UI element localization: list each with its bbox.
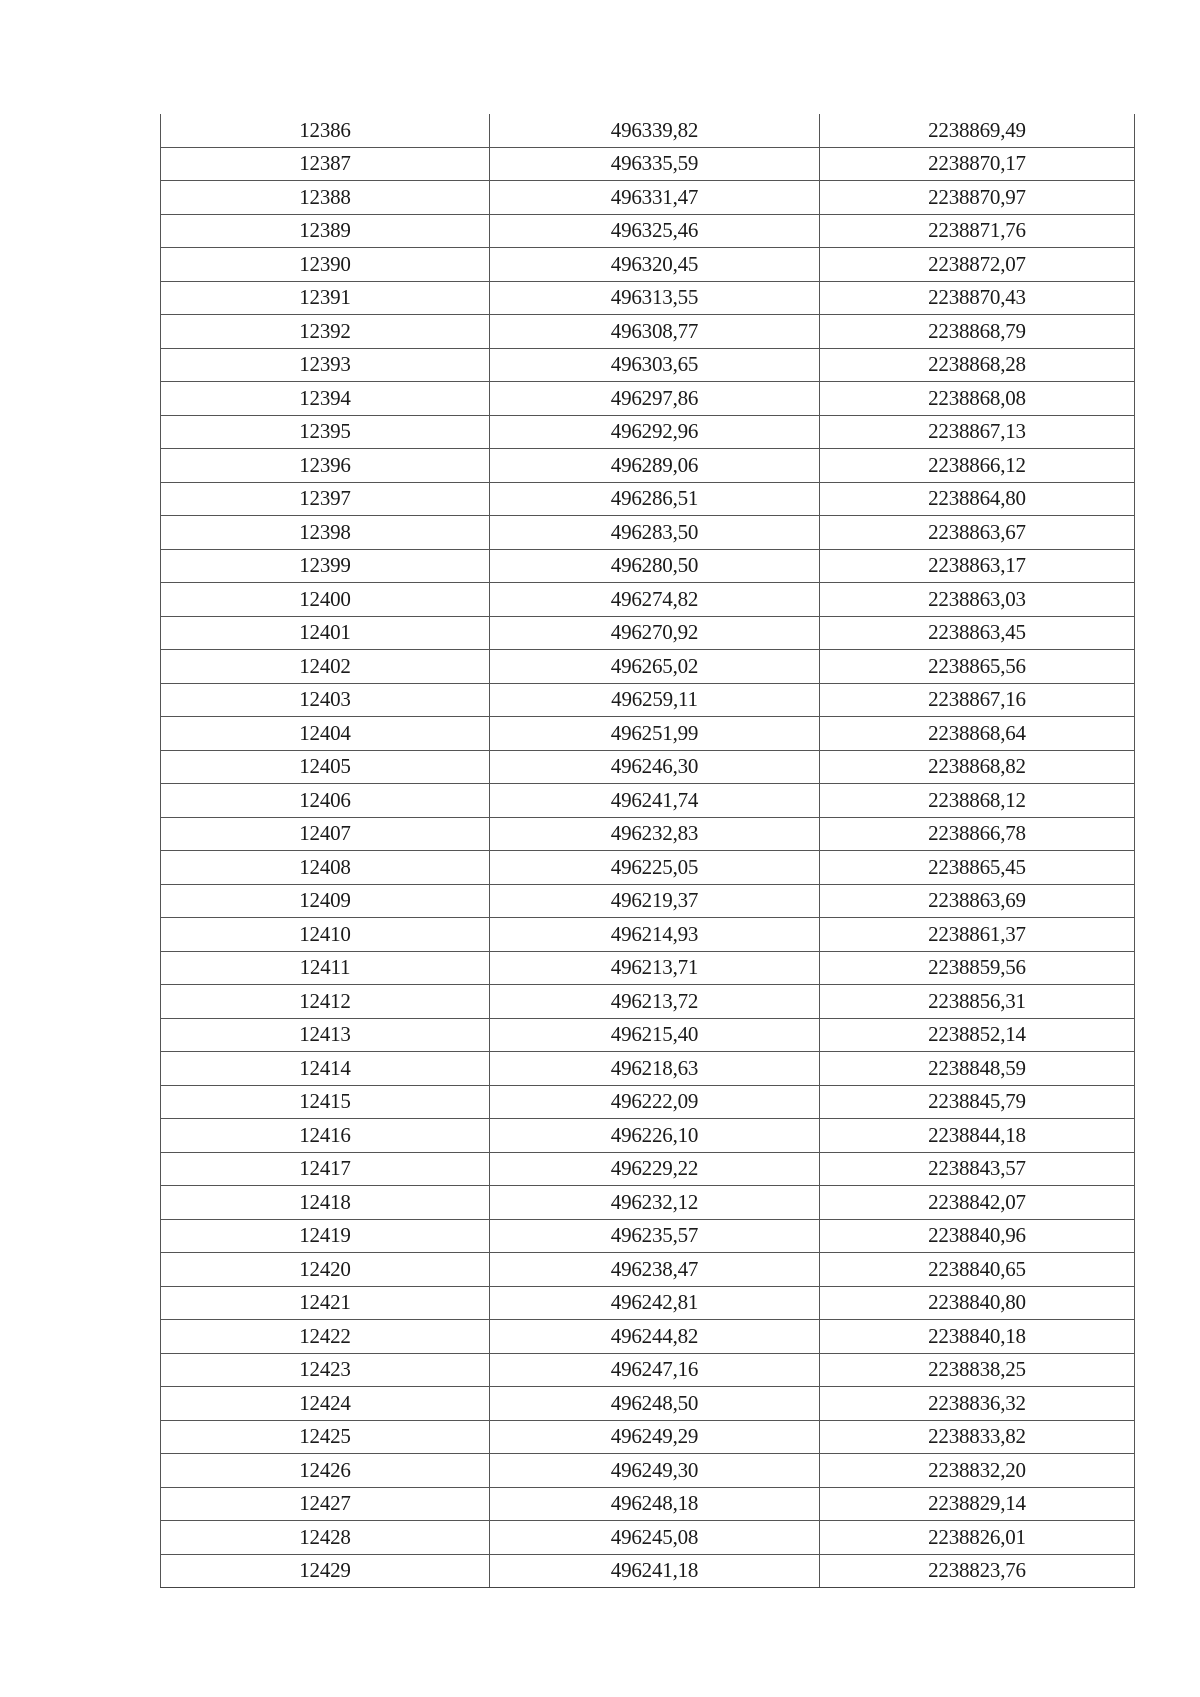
x-coordinate-cell: 496249,30 <box>490 1454 820 1488</box>
point-number-cell: 12426 <box>161 1454 490 1488</box>
table-row <box>161 616 1135 650</box>
point-number-cell: 12401 <box>161 616 490 650</box>
y-coordinate-cell: 2238863,69 <box>820 884 1135 918</box>
point-number-cell: 12416 <box>161 1119 490 1153</box>
y-coordinate-cell: 2238870,17 <box>820 147 1135 181</box>
x-coordinate-cell: 496247,16 <box>490 1353 820 1387</box>
table-row <box>161 1186 1135 1220</box>
point-number-cell: 12396 <box>161 449 490 483</box>
x-coordinate-cell: 496241,74 <box>490 784 820 818</box>
table-row <box>161 1521 1135 1555</box>
point-number-cell: 12386 <box>161 114 490 147</box>
y-coordinate-cell: 2238866,78 <box>820 817 1135 851</box>
y-coordinate-cell: 2238823,76 <box>820 1554 1135 1588</box>
point-number-cell: 12429 <box>161 1554 490 1588</box>
x-coordinate-cell: 496248,18 <box>490 1487 820 1521</box>
x-coordinate-cell: 496248,50 <box>490 1387 820 1421</box>
y-coordinate-cell: 2238863,03 <box>820 583 1135 617</box>
table-row <box>161 817 1135 851</box>
point-number-cell: 12419 <box>161 1219 490 1253</box>
x-coordinate-cell: 496251,99 <box>490 717 820 751</box>
point-number-cell: 12390 <box>161 248 490 282</box>
x-coordinate-cell: 496218,63 <box>490 1052 820 1086</box>
x-coordinate-cell: 496241,18 <box>490 1554 820 1588</box>
point-number-cell: 12400 <box>161 583 490 617</box>
x-coordinate-cell: 496215,40 <box>490 1018 820 1052</box>
point-number-cell: 12393 <box>161 348 490 382</box>
y-coordinate-cell: 2238868,79 <box>820 315 1135 349</box>
x-coordinate-cell: 496242,81 <box>490 1286 820 1320</box>
x-coordinate-cell: 496303,65 <box>490 348 820 382</box>
x-coordinate-cell: 496274,82 <box>490 583 820 617</box>
table-row <box>161 1052 1135 1086</box>
y-coordinate-cell: 2238842,07 <box>820 1186 1135 1220</box>
point-number-cell: 12422 <box>161 1320 490 1354</box>
table-row <box>161 985 1135 1019</box>
table-row <box>161 1420 1135 1454</box>
x-coordinate-cell: 496249,29 <box>490 1420 820 1454</box>
table-row <box>161 348 1135 382</box>
table-row <box>161 1085 1135 1119</box>
point-number-cell: 12408 <box>161 851 490 885</box>
y-coordinate-cell: 2238863,17 <box>820 549 1135 583</box>
point-number-cell: 12388 <box>161 181 490 215</box>
y-coordinate-cell: 2238863,67 <box>820 516 1135 550</box>
y-coordinate-cell: 2238867,16 <box>820 683 1135 717</box>
point-number-cell: 12420 <box>161 1253 490 1287</box>
x-coordinate-cell: 496325,46 <box>490 214 820 248</box>
point-number-cell: 12417 <box>161 1152 490 1186</box>
point-number-cell: 12412 <box>161 985 490 1019</box>
table-row <box>161 784 1135 818</box>
table-row <box>161 281 1135 315</box>
table-row <box>161 549 1135 583</box>
table-row <box>161 1286 1135 1320</box>
x-coordinate-cell: 496265,02 <box>490 650 820 684</box>
x-coordinate-cell: 496270,92 <box>490 616 820 650</box>
x-coordinate-cell: 496214,93 <box>490 918 820 952</box>
table-row <box>161 583 1135 617</box>
point-number-cell: 12423 <box>161 1353 490 1387</box>
x-coordinate-cell: 496232,12 <box>490 1186 820 1220</box>
x-coordinate-cell: 496286,51 <box>490 482 820 516</box>
x-coordinate-cell: 496229,22 <box>490 1152 820 1186</box>
point-number-cell: 12413 <box>161 1018 490 1052</box>
y-coordinate-cell: 2238869,49 <box>820 114 1135 147</box>
table-row <box>161 1219 1135 1253</box>
table-row <box>161 717 1135 751</box>
y-coordinate-cell: 2238838,25 <box>820 1353 1135 1387</box>
y-coordinate-cell: 2238865,56 <box>820 650 1135 684</box>
y-coordinate-cell: 2238872,07 <box>820 248 1135 282</box>
table-row <box>161 181 1135 215</box>
y-coordinate-cell: 2238833,82 <box>820 1420 1135 1454</box>
table-row <box>161 315 1135 349</box>
point-number-cell: 12397 <box>161 482 490 516</box>
table-row <box>161 951 1135 985</box>
table-row <box>161 1152 1135 1186</box>
y-coordinate-cell: 2238829,14 <box>820 1487 1135 1521</box>
table-row <box>161 114 1135 147</box>
x-coordinate-cell: 496320,45 <box>490 248 820 282</box>
x-coordinate-cell: 496297,86 <box>490 382 820 416</box>
x-coordinate-cell: 496259,11 <box>490 683 820 717</box>
x-coordinate-cell: 496335,59 <box>490 147 820 181</box>
table-row <box>161 214 1135 248</box>
x-coordinate-cell: 496213,72 <box>490 985 820 1019</box>
y-coordinate-cell: 2238832,20 <box>820 1454 1135 1488</box>
table-row <box>161 683 1135 717</box>
y-coordinate-cell: 2238865,45 <box>820 851 1135 885</box>
table-row <box>161 851 1135 885</box>
point-number-cell: 12398 <box>161 516 490 550</box>
y-coordinate-cell: 2238870,43 <box>820 281 1135 315</box>
point-number-cell: 12410 <box>161 918 490 952</box>
y-coordinate-cell: 2238848,59 <box>820 1052 1135 1086</box>
y-coordinate-cell: 2238868,12 <box>820 784 1135 818</box>
x-coordinate-cell: 496245,08 <box>490 1521 820 1555</box>
point-number-cell: 12389 <box>161 214 490 248</box>
x-coordinate-cell: 496331,47 <box>490 181 820 215</box>
point-number-cell: 12409 <box>161 884 490 918</box>
y-coordinate-cell: 2238840,65 <box>820 1253 1135 1287</box>
table-row <box>161 449 1135 483</box>
point-number-cell: 12395 <box>161 415 490 449</box>
y-coordinate-cell: 2238867,13 <box>820 415 1135 449</box>
point-number-cell: 12411 <box>161 951 490 985</box>
point-number-cell: 12391 <box>161 281 490 315</box>
point-number-cell: 12407 <box>161 817 490 851</box>
point-number-cell: 12404 <box>161 717 490 751</box>
y-coordinate-cell: 2238870,97 <box>820 181 1135 215</box>
table-row <box>161 382 1135 416</box>
table-row <box>161 1454 1135 1488</box>
point-number-cell: 12406 <box>161 784 490 818</box>
point-number-cell: 12392 <box>161 315 490 349</box>
table-row <box>161 1253 1135 1287</box>
y-coordinate-cell: 2238871,76 <box>820 214 1135 248</box>
coordinates-table-body <box>161 114 1135 1588</box>
y-coordinate-cell: 2238859,56 <box>820 951 1135 985</box>
x-coordinate-cell: 496222,09 <box>490 1085 820 1119</box>
table-row <box>161 884 1135 918</box>
x-coordinate-cell: 496226,10 <box>490 1119 820 1153</box>
table-row <box>161 415 1135 449</box>
point-number-cell: 12421 <box>161 1286 490 1320</box>
table-row <box>161 1387 1135 1421</box>
point-number-cell: 12394 <box>161 382 490 416</box>
x-coordinate-cell: 496225,05 <box>490 851 820 885</box>
table-row <box>161 1119 1135 1153</box>
y-coordinate-cell: 2238843,57 <box>820 1152 1135 1186</box>
x-coordinate-cell: 496213,71 <box>490 951 820 985</box>
table-row <box>161 1320 1135 1354</box>
x-coordinate-cell: 496238,47 <box>490 1253 820 1287</box>
x-coordinate-cell: 496339,82 <box>490 114 820 147</box>
table-row <box>161 482 1135 516</box>
y-coordinate-cell: 2238856,31 <box>820 985 1135 1019</box>
x-coordinate-cell: 496244,82 <box>490 1320 820 1354</box>
point-number-cell: 12428 <box>161 1521 490 1555</box>
y-coordinate-cell: 2238863,45 <box>820 616 1135 650</box>
coordinates-table <box>160 114 1135 1588</box>
x-coordinate-cell: 496308,77 <box>490 315 820 349</box>
y-coordinate-cell: 2238866,12 <box>820 449 1135 483</box>
y-coordinate-cell: 2238868,82 <box>820 750 1135 784</box>
x-coordinate-cell: 496292,96 <box>490 415 820 449</box>
point-number-cell: 12402 <box>161 650 490 684</box>
point-number-cell: 12403 <box>161 683 490 717</box>
y-coordinate-cell: 2238852,14 <box>820 1018 1135 1052</box>
y-coordinate-cell: 2238836,32 <box>820 1387 1135 1421</box>
y-coordinate-cell: 2238864,80 <box>820 482 1135 516</box>
table-row <box>161 248 1135 282</box>
y-coordinate-cell: 2238868,28 <box>820 348 1135 382</box>
y-coordinate-cell: 2238868,64 <box>820 717 1135 751</box>
table-row <box>161 1487 1135 1521</box>
x-coordinate-cell: 496246,30 <box>490 750 820 784</box>
y-coordinate-cell: 2238844,18 <box>820 1119 1135 1153</box>
table-row <box>161 516 1135 550</box>
table-row <box>161 918 1135 952</box>
point-number-cell: 12405 <box>161 750 490 784</box>
point-number-cell: 12415 <box>161 1085 490 1119</box>
table-row <box>161 650 1135 684</box>
x-coordinate-cell: 496280,50 <box>490 549 820 583</box>
point-number-cell: 12425 <box>161 1420 490 1454</box>
point-number-cell: 12399 <box>161 549 490 583</box>
table-row <box>161 1554 1135 1588</box>
y-coordinate-cell: 2238868,08 <box>820 382 1135 416</box>
table-row <box>161 147 1135 181</box>
point-number-cell: 12414 <box>161 1052 490 1086</box>
table-row <box>161 1018 1135 1052</box>
point-number-cell: 12427 <box>161 1487 490 1521</box>
x-coordinate-cell: 496235,57 <box>490 1219 820 1253</box>
x-coordinate-cell: 496283,50 <box>490 516 820 550</box>
x-coordinate-cell: 496289,06 <box>490 449 820 483</box>
y-coordinate-cell: 2238840,18 <box>820 1320 1135 1354</box>
table-row <box>161 1353 1135 1387</box>
y-coordinate-cell: 2238826,01 <box>820 1521 1135 1555</box>
x-coordinate-cell: 496313,55 <box>490 281 820 315</box>
point-number-cell: 12424 <box>161 1387 490 1421</box>
y-coordinate-cell: 2238840,80 <box>820 1286 1135 1320</box>
x-coordinate-cell: 496232,83 <box>490 817 820 851</box>
table-row <box>161 750 1135 784</box>
point-number-cell: 12387 <box>161 147 490 181</box>
y-coordinate-cell: 2238845,79 <box>820 1085 1135 1119</box>
y-coordinate-cell: 2238861,37 <box>820 918 1135 952</box>
y-coordinate-cell: 2238840,96 <box>820 1219 1135 1253</box>
x-coordinate-cell: 496219,37 <box>490 884 820 918</box>
point-number-cell: 12418 <box>161 1186 490 1220</box>
